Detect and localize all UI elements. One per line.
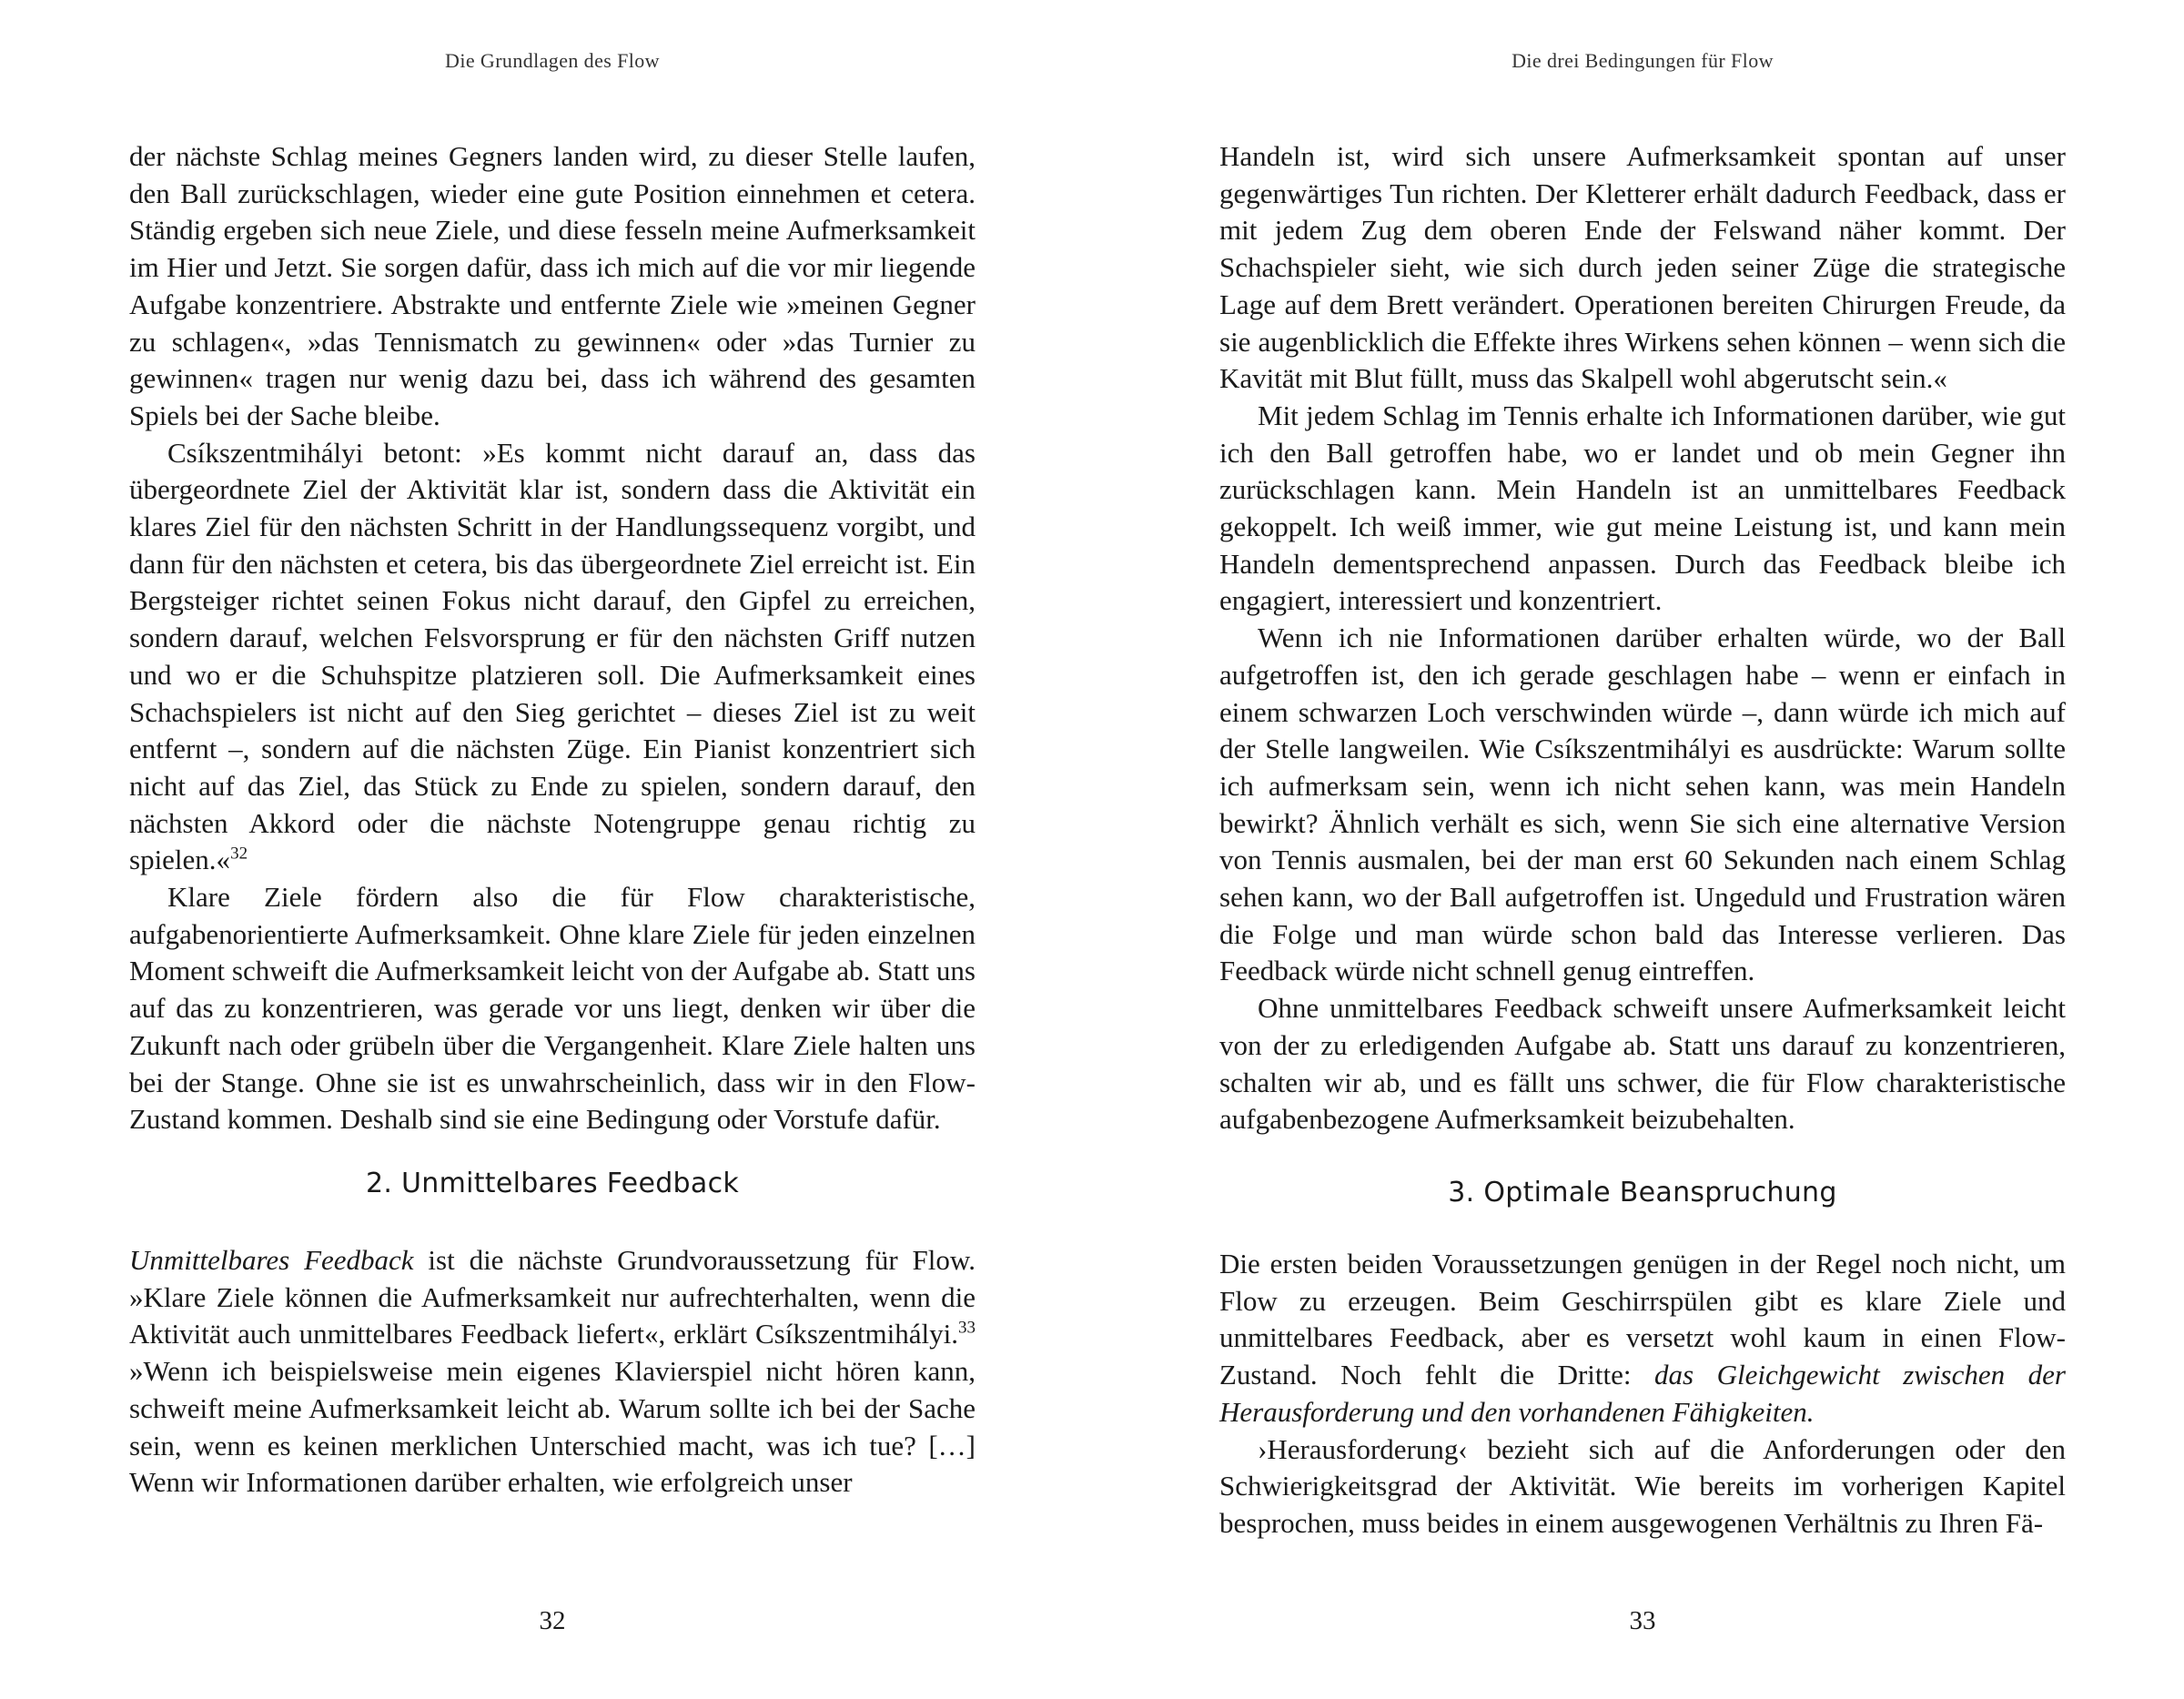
paragraph: Ohne unmittelbares Feedback schweift unsere Aufmerksamkeit leicht von der zu erledigenden Aufgabe ab. Statt uns darauf zu konzentrieren, schalten wir ab, und es fällt uns schwer, die für Flow charakteristische aufgabenbezogene Aufmerksamkeit beizubehalten. — [1219, 992, 2066, 1136]
paragraph: ›Herausforderung‹ bezieht sich auf die Anforderungen oder den Schwierigkeitsgrad der Aktivität. Wie bereits im vorherigen Kapitel besprochen, muss beides in einem ausgewogenen Verhältnis zu Ihren Fä- — [1219, 1432, 2066, 1539]
paragraph-text: ist die nächste Grundvoraussetzung für Flow. »Klare Ziele können die Aufmerksamkeit nur aufrechterhalten, wenn die Aktivität auch unmittelbares Feedback liefert«, erklärt Csíkszentmihályi. — [129, 1243, 976, 1350]
paragraph: Mit jedem Schlag im Tennis erhalte ich Informationen darüber, wie gut ich den Ball getroffen habe, wo er landet und ob mein Gegner ihn zurückschlagen kann. Mein Handeln ist an unmittelbares Feedback gekoppelt. Ich weiß immer, wie gut meine Leistung ist, und kann mein Handeln dementsprechend anpassen. Durch das Feedback bleibe ich engagiert, interessiert und konzentriert. — [1219, 399, 2066, 617]
right-page — [1219, 0, 2066, 1699]
running-head: Die Grundlagen des Flow — [445, 49, 660, 72]
paragraph — [1219, 1246, 2066, 1431]
paragraph-text: »Wenn ich beispielsweise mein eigenes Klavierspiel nicht hören kann, schweift meine Aufmerksamkeit leicht ab. Warum sollte ich bei der Sache sein, wenn es keinen merklichen Unterschied macht, was ich tue? […] Wenn wir Informationen darüber erhalten, wie erfolgreich unser — [129, 1355, 976, 1499]
footnote-ref[interactable]: 32 — [230, 844, 248, 865]
paragraph: Wenn ich nie Informationen darüber erhalten würde, wo der Ball aufgetroffen ist, den ich gerade geschlagen habe – wenn er einfach in einem schwarzen Loch verschwinden würde –, dann würde ich mich auf der Stelle langweilen. Wie Csíkszentmihályi es ausdrückte: Warum sollte ich aufmerksam sein, wenn ich nicht sehen kann, was mein Handeln bewirkt? Ähnlich verhält es sich, wenn Sie sich eine alternative Version von Tennis ausmalen, bei der man erst 60 Sekunden nach einem Schlag sehen kann, wo der Ball aufgetroffen ist. Ungeduld und Frustration wären die Folge und man würde schon bald das Interesse verlieren. Das Feedback würde nicht schnell genug eintreffen. — [1219, 622, 2066, 987]
paragraph — [129, 1242, 976, 1502]
emphasis-text: das Gleichgewicht zwischen der Herausforderung und den vorhandenen Fähigkeiten. — [1219, 1359, 2066, 1428]
paragraph: Klare Ziele fördern also die für Flow charakteristische, aufgabenorientierte Aufmerksamkeit. Ohne klare Ziele für jeden einzelnen Moment schweift die Aufmerksamkeit leicht von der Aufgabe ab. Statt uns auf das zu konzentrieren, was gerade vor uns liegt, denken wir über die Zukunft nach oder grübeln über die Vergangenheit. Klare Ziele halten uns bei der Stange. Ohne sie ist es unwahrscheinlich, dass wir in den Flow-Zustand kommen. Deshalb sind sie eine Bedingung oder Vorstufe dafür. — [129, 881, 976, 1136]
page-number: 32 — [539, 1606, 566, 1635]
paragraph-text: Die ersten beiden Voraussetzungen genügen in der Regel noch nicht, um Flow zu erzeugen. Beim Geschirrspülen gibt es klare Ziele und unmittelbares Feedback, aber es versetzt wohl kaum in einen Flow-Zustand. Noch fehlt die Dritte: — [1219, 1247, 2066, 1391]
page-number: 33 — [1629, 1606, 1656, 1635]
paragraph-text: Csíkszentmihályi betont: »Es kommt nicht darauf an, dass das übergeordnete Ziel der Aktivität klar ist, sondern dass die Aktivität ein klares Ziel für den nächsten Schritt in der Handlungssequenz vorgibt, und dann für den nächsten et cetera, bis das übergeordnete Ziel erreicht ist. Ein Bergsteiger richtet seinen Fokus nicht darauf, den Gipfel zu erreichen, sondern darauf, welchen Felsvorsprung er für den nächsten Griff nutzen und wo er die Schuhspitze platzieren soll. Die Aufmerksamkeit eines Schachspielers ist nicht auf den Sieg gerichtet – dieses Ziel ist zu weit entfernt –, sondern auf die nächsten Züge. Ein Pianist konzentriert sich nicht auf das Ziel, das Stück zu Ende zu spielen, sondern darauf, den nächsten Akkord oder die nächste Notengruppe genau richtig zu spielen.« — [129, 436, 976, 876]
paragraph: Handeln ist, wird sich unsere Aufmerksamkeit spontan auf unser gegenwärtiges Tun richten. Der Kletterer erhält dadurch Feedback, dass er mit jedem Zug dem oberen Ende der Felswand näher kommt. Der Schachspieler sieht, wie sich durch jeden seiner Züge die strategische Lage auf dem Brett verändert. Operationen bereiten Chirurgen Freude, da sie augenblicklich die Effekte ihres Wirkens sehen können – wenn sich die Kavität mit Blut füllt, muss das Skalpell wohl abgerutscht sein.« — [1219, 140, 2066, 395]
paragraph: der nächste Schlag meines Gegners landen wird, zu dieser Stelle laufen, den Ball zurückschlagen, wieder eine gute Position einnehmen et cetera. Ständig ergeben sich neue Ziele, und diese fesseln meine Aufmerksamkeit im Hier und Jetzt. Sie sorgen dafür, dass ich mich auf die vor mir liegende Aufgabe konzentriere. Abstrakte und entfernte Ziele wie »meinen Gegner zu schlagen«, »das Tennismatch zu gewinnen« oder »das Turnier zu gewinnen« tragen nur wenig dazu bei, dass ich während des gesamten Spiels bei der Sache bleibe. — [129, 140, 976, 431]
emphasis-text: Unmittelbares Feedback — [129, 1243, 414, 1276]
body-text — [1219, 138, 2066, 1542]
body-text — [129, 138, 976, 1502]
left-page — [129, 0, 976, 1699]
footnote-ref[interactable]: 33 — [958, 1319, 976, 1339]
section-heading: 2. Unmittelbares Feedback — [365, 1167, 740, 1199]
running-head: Die drei Bedingungen für Flow — [1512, 49, 1774, 72]
section-heading: 3. Optimale Beanspruchung — [1448, 1176, 1837, 1209]
paragraph — [129, 435, 976, 879]
